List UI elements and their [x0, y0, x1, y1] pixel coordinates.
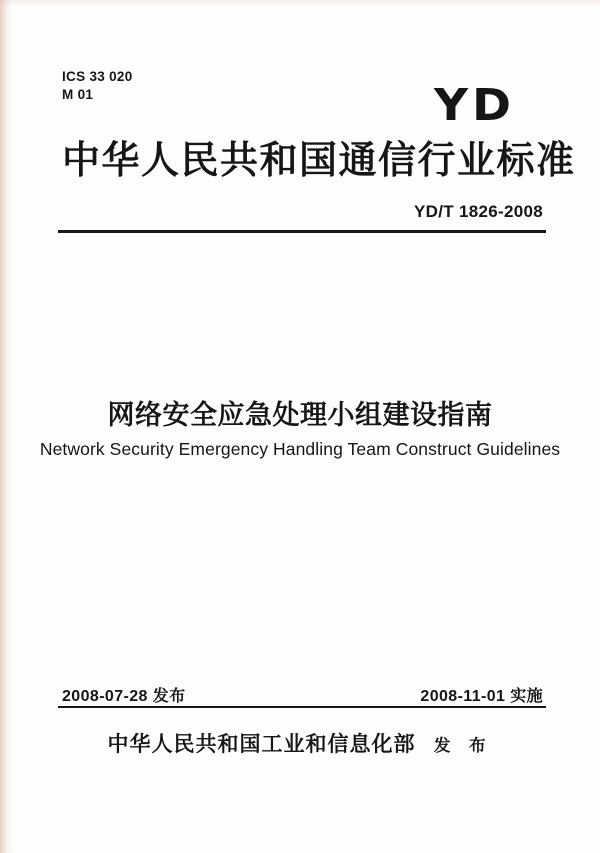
document-title-en: Network Security Emergency Handling Team Construct Guidelines: [39, 439, 561, 459]
ics-code: ICS 33 020: [62, 69, 133, 84]
publisher-row: [0, 728, 600, 758]
date-row: [62, 683, 543, 706]
footer-rule: [58, 706, 546, 708]
document-class-code: M 01: [62, 87, 94, 102]
publish-label: 发 布: [433, 737, 493, 755]
scan-edge-top-artifact: [0, 0, 600, 6]
standard-number: YD/T 1826-2008: [414, 202, 543, 221]
header-rule: [58, 230, 546, 233]
implement-date: 2008-11-01 实施: [420, 688, 543, 705]
issue-date: 2008-07-28 发布: [62, 688, 186, 705]
yd-logo: YD: [434, 80, 516, 131]
standard-type-title: 中华人民共和国通信行业标准: [62, 140, 576, 182]
publisher: 中华人民共和国工业和信息化部: [107, 733, 416, 756]
document-title-zh: 网络安全应急处理小组建设指南: [107, 400, 493, 430]
classification-codes: [62, 68, 133, 104]
